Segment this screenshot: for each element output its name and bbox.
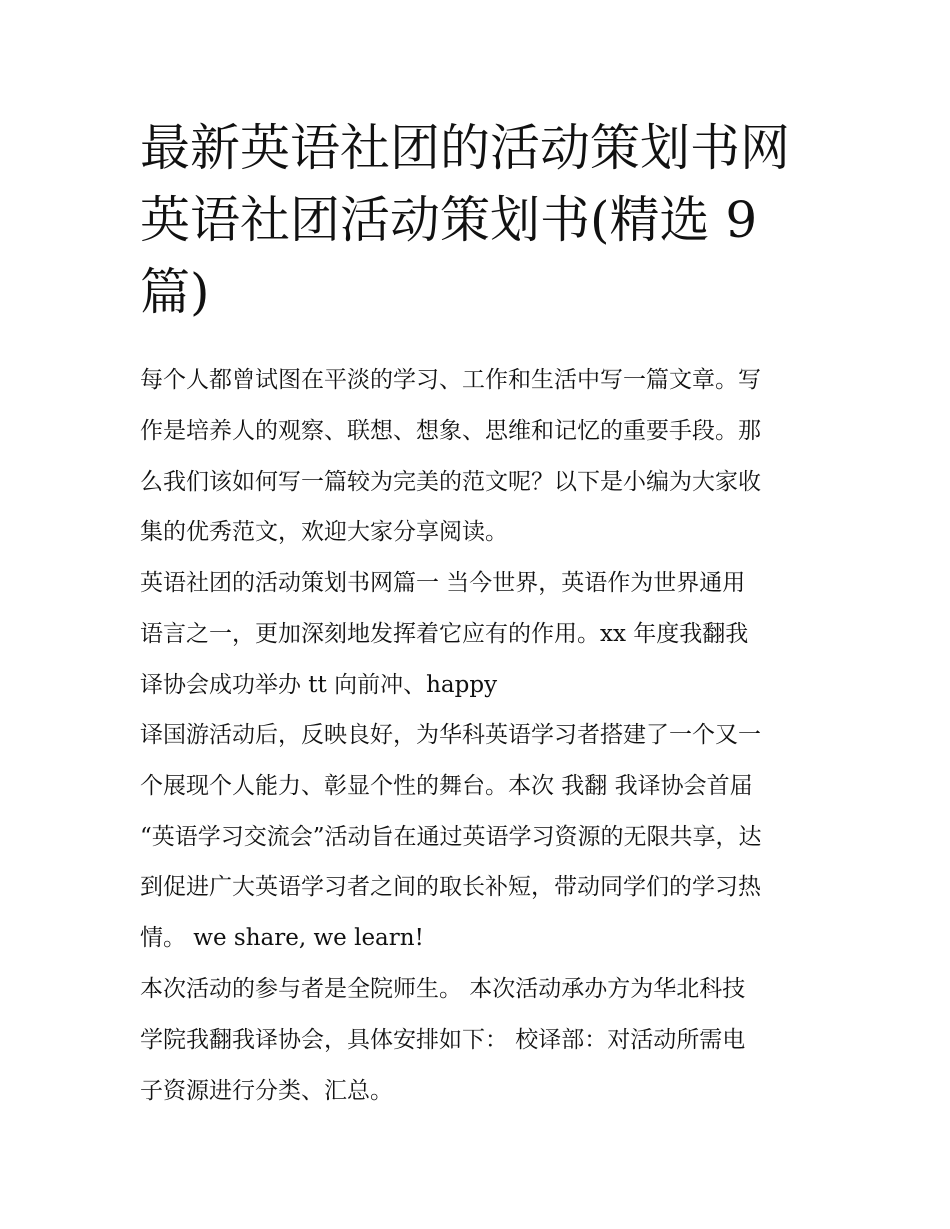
title-line: 英语社团活动策划书(精选 9 xyxy=(140,191,758,249)
text-line: 译国游活动后，反映良好，为华科英语学习者搭建了一个又一 xyxy=(140,722,761,748)
document-title xyxy=(140,112,820,328)
text-line: 个展现个人能力、彰显个性的舞台。本次 我翻 我译协会首届 xyxy=(140,772,753,799)
title-line: 最新英语社团的活动策划书网 xyxy=(140,119,790,177)
text-line: 到促进广大英语学习者之间的取长补短，带动同学们的学习热 xyxy=(140,874,761,901)
text-line: 每个人都曾试图在平淡的学习、工作和生活中写一篇文章。写 xyxy=(140,367,761,393)
text-line: 子资源进行分类、汇总。 xyxy=(140,1077,393,1104)
text-line: “英语学习交流会”活动旨在通过英语学习资源的无限共享，达 xyxy=(140,823,762,850)
text-line: 语言之一，更加深刻地发挥着它应有的作用。xx 年度我翻我 xyxy=(140,620,749,647)
paragraph-intro xyxy=(140,355,820,558)
text-line: 情。 we share, we learn! xyxy=(140,925,424,952)
paragraph-activity-description xyxy=(140,710,820,964)
text-line: 集的优秀范文，欢迎大家分享阅读。 xyxy=(140,519,508,546)
text-line: 作是培养人的观察、联想、想象、思维和记忆的重要手段。那 xyxy=(140,417,761,444)
title-line: 篇) xyxy=(140,263,210,321)
text-line: 学院我翻我译协会，具体安排如下： 校译部：对活动所需电 xyxy=(140,1026,746,1053)
text-line: 么我们该如何写一篇较为完美的范文呢？以下是小编为大家收 xyxy=(140,468,761,495)
text-line: 译协会成功举办 tt 向前冲、happy xyxy=(140,671,498,698)
paragraph-article-one xyxy=(140,558,820,710)
text-line: 英语社团的活动策划书网篇一 当今世界，英语作为世界通用 xyxy=(140,570,746,596)
text-line: 本次活动的参与者是全院师生。 本次活动承办方为华北科技 xyxy=(140,976,746,1002)
paragraph-arrangement xyxy=(140,964,820,1116)
